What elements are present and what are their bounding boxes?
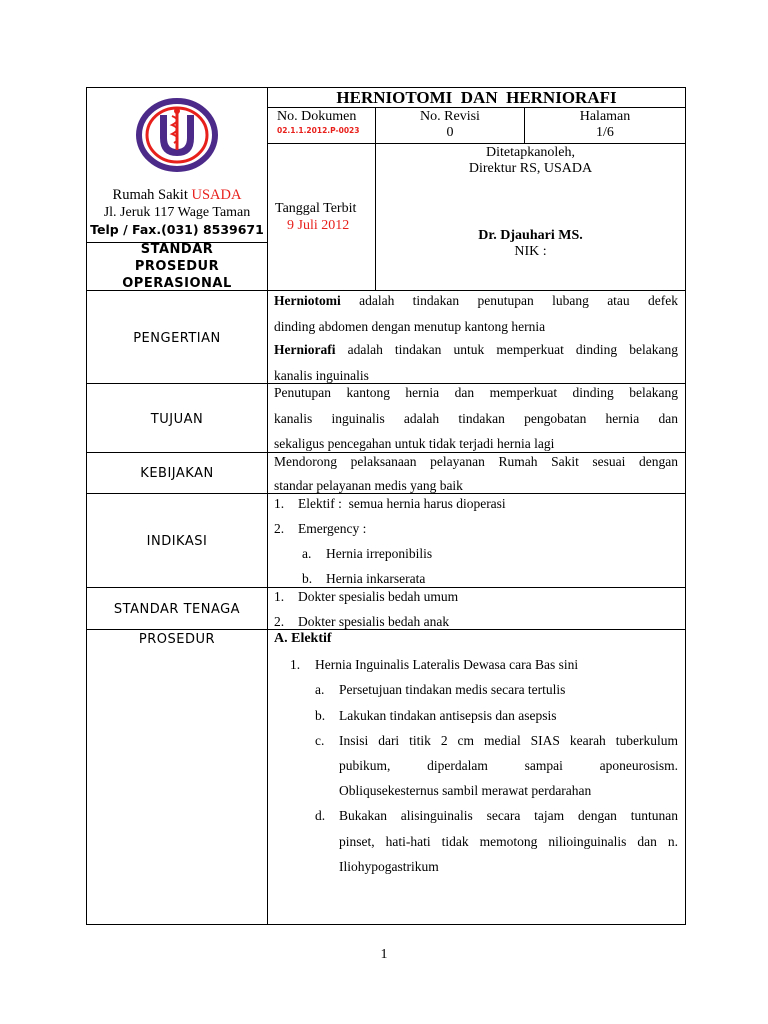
no-dokumen-value: 02.1.1.2012.P-0023 xyxy=(277,126,360,135)
tujuan-line-1: Penutupan kantong hernia dan memperkuat dinding belakang xyxy=(274,385,678,400)
grid-row-5 xyxy=(86,629,686,630)
term-herniorafi: Herniorafi xyxy=(274,342,336,357)
pengertian-line-3-rest: adalah tindakan untuk memperkuat dinding belakang xyxy=(347,342,679,357)
pengertian-line-1 xyxy=(274,294,678,308)
pengertian-line-2: dinding abdomen dengan menutup kantong hernia xyxy=(274,319,546,334)
prosedur-step-b: Lakukan tindakan antisepsis dan asepsis xyxy=(339,708,557,723)
prosedur-item-1: Hernia Inguinalis Lateralis Dewasa cara Bas sini xyxy=(315,657,579,672)
prosedur-num-c: c. xyxy=(315,733,325,748)
section-label-pengertian: PENGERTIAN xyxy=(133,331,221,346)
director-name: Dr. Djauhari MS. xyxy=(478,228,583,243)
indikasi-num-1: 1. xyxy=(274,496,285,511)
hospital-logo xyxy=(136,98,218,172)
grid-col-divider xyxy=(267,87,268,925)
tanggal-terbit-value: 9 Juli 2012 xyxy=(287,218,350,233)
indikasi-item-a: Hernia irreponibilis xyxy=(326,546,433,561)
grid-row-1 xyxy=(86,383,686,384)
tujuan-line-3: sekaligus pencegahan untuk tidak terjadi hernia lagi xyxy=(274,436,555,451)
kebijakan-line-2: standar pelayanan medis yang baik xyxy=(274,478,463,493)
tenaga-item-1: Dokter spesialis bedah umum xyxy=(298,589,459,604)
halaman-value: 1/6 xyxy=(596,125,614,140)
grid-row-4 xyxy=(86,587,686,588)
prosedur-num-b: b. xyxy=(315,708,326,723)
prosedur-step-c-line-1: Insisi dari titik 2 cm medial SIAS kearah tuberkulum xyxy=(339,733,678,748)
pengertian-line-1-rest: adalah tindakan penutupan lubang atau defek xyxy=(359,293,679,308)
no-dokumen-label: No. Dokumen xyxy=(277,109,357,124)
ditetapkan-text: Ditetapkanoleh, xyxy=(485,145,576,160)
indikasi-item-2: Emergency : xyxy=(298,521,367,536)
section-label-standar-tenaga: STANDAR TENAGA xyxy=(113,602,241,617)
kebijakan-line-1: Mendorong pelaksanaan pelayanan Rumah Sakit sesuai dengan xyxy=(274,454,678,469)
grid-row-3 xyxy=(86,493,686,494)
no-revisi-value: 0 xyxy=(446,125,454,140)
tenaga-num-2: 2. xyxy=(274,614,285,629)
tanggal-terbit-label: Tanggal Terbit xyxy=(275,201,357,216)
hospital-logo-icon xyxy=(136,98,218,172)
spo-line-1: STANDAR xyxy=(140,242,214,257)
prosedur-step-c-line-3: Obliqusekesternus sambil merawat perdarahan xyxy=(339,783,592,798)
indikasi-item-1: Elektif : semua hernia harus dioperasi xyxy=(298,496,506,511)
pengertian-line-3 xyxy=(274,343,678,357)
pengertian-line-4: kanalis inguinalis xyxy=(274,368,369,383)
direktur-text: Direktur RS, USADA xyxy=(468,161,593,176)
spo-line-3: OPERASIONAL xyxy=(122,276,232,291)
halaman-label: Halaman xyxy=(579,109,631,124)
prosedur-step-d-line-2: pinset, hati-hati tidak memotong nilioinguinalis dan n. xyxy=(339,834,678,849)
section-label-kebijakan: KEBIJAKAN xyxy=(140,466,214,481)
prosedur-num-a: a. xyxy=(315,682,325,697)
section-label-tujuan: TUJUAN xyxy=(150,412,204,427)
hospital-name-highlight: USADA xyxy=(191,187,242,203)
page-number: 1 xyxy=(380,947,388,962)
section-label-prosedur: PROSEDUR xyxy=(138,632,216,647)
indikasi-item-b: Hernia inkarserata xyxy=(326,571,426,586)
hospital-phone: Telp / Fax.(031) 8539671 xyxy=(90,222,264,237)
spo-line-2: PROSEDUR xyxy=(134,259,220,274)
prosedur-step-a: Persetujuan tindakan medis secara tertulis xyxy=(339,682,566,697)
grid-right xyxy=(685,87,686,925)
prosedur-step-d-line-3: Iliohypogastrikum xyxy=(339,859,439,874)
page-title: HERNIOTOMI DAN HERNIORAFI xyxy=(336,88,617,107)
tujuan-line-2: kanalis inguinalis adalah tindakan pengobatan hernia dan xyxy=(274,411,678,426)
indikasi-num-b: b. xyxy=(302,571,313,586)
grid-row-2 xyxy=(86,452,686,453)
term-herniotomi: Herniotomi xyxy=(274,293,341,308)
grid-bottom xyxy=(86,924,686,925)
tenaga-item-2: Dokter spesialis bedah anak xyxy=(298,614,450,629)
indikasi-num-2: 2. xyxy=(274,521,285,536)
tenaga-num-1: 1. xyxy=(274,589,285,604)
prosedur-heading: A. Elektif xyxy=(274,631,332,646)
hospital-name-prefix: Rumah Sakit xyxy=(112,187,192,203)
section-label-indikasi: INDIKASI xyxy=(146,534,208,549)
prosedur-num-1: 1. xyxy=(290,657,301,672)
hospital-address: Jl. Jeruk 117 Wage Taman xyxy=(103,205,251,220)
prosedur-step-d-line-1: Bukakan alisinguinalis secara tajam dengan tuntunan xyxy=(339,808,678,823)
prosedur-num-d: d. xyxy=(315,808,326,823)
indikasi-num-a: a. xyxy=(302,546,312,561)
grid-title-bottom xyxy=(267,107,686,108)
grid-doc-bottom xyxy=(267,143,686,144)
nik-label: NIK : xyxy=(514,244,547,259)
prosedur-step-c-line-2: pubikum, diperdalam sampai aponeurosism. xyxy=(339,758,678,773)
hospital-name xyxy=(87,188,267,203)
no-revisi-label: No. Revisi xyxy=(420,109,480,124)
